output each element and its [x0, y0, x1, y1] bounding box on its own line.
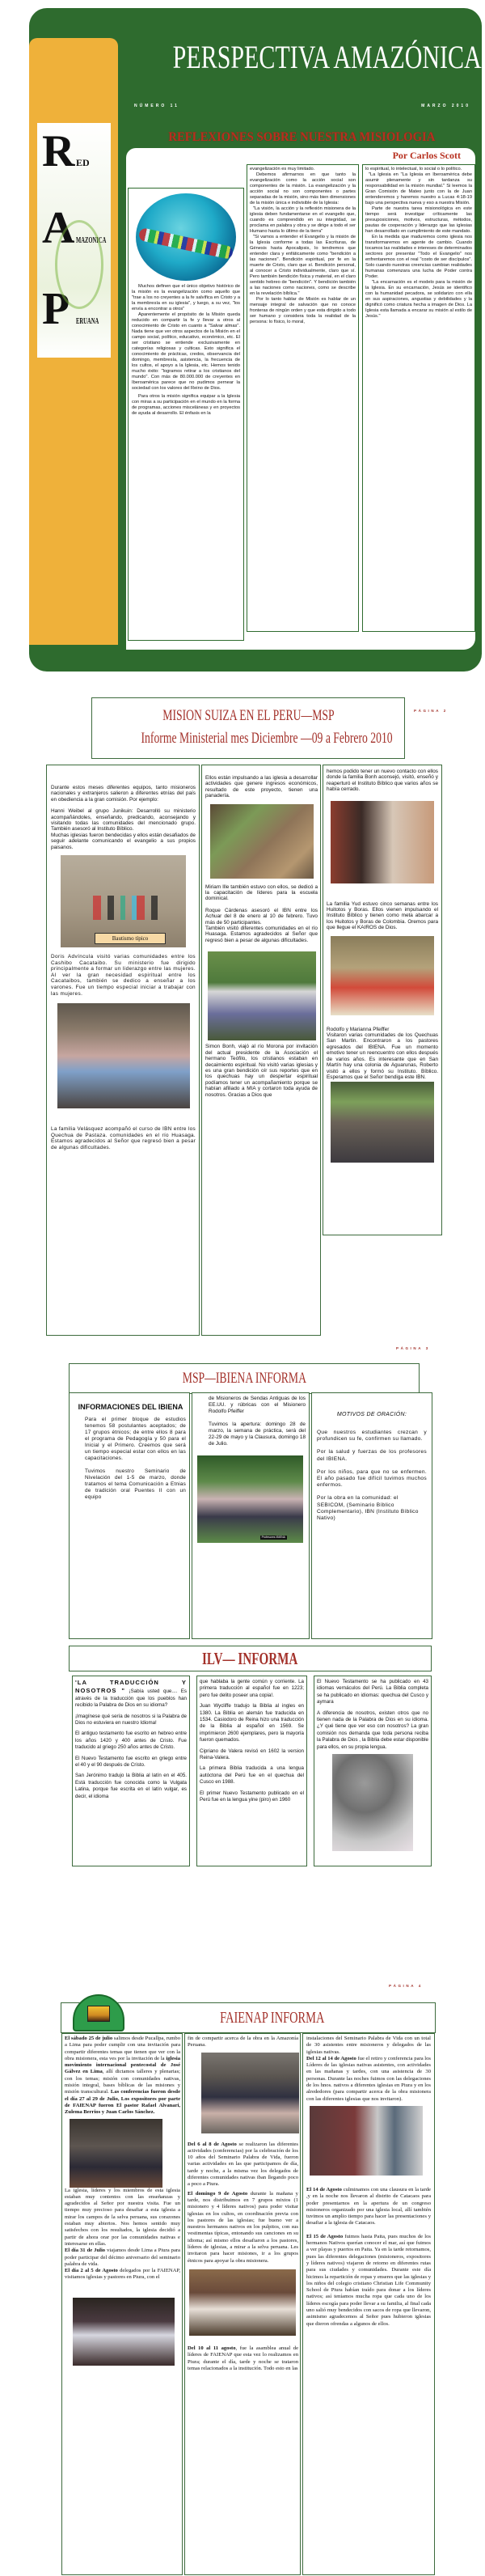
- bakery-oven-photo: [210, 804, 314, 879]
- paragraph: Durante estos meses diferentes equipos, tanto misioneros nacionales y extranjeros salieron a diferentes etnías del país en obediencia a la gran comisión. Por ejemplo:: [51, 785, 196, 803]
- masthead: PERSPECTIVA AMAZÓNICA: [172, 39, 482, 75]
- paragraph: , allí dictamos talleres y plenarias; con los temas; misión con comunidades nativas, misión integral, bases bíblicas de las misiones y misión transcultural.: [65, 2069, 180, 2095]
- paragraph: culminamos con una clausura en la tarde ,y en la noche nos llevaron al distrito de Catacaos para poder presentarnos en la apertura de un congreso misioneros organizado por una iglesia local, allí también tuvimos un amplio tiempo para hacer las presentaciones y desafiar a la iglesia de Catacaos.: [306, 2186, 431, 2226]
- ibiena-col2: [192, 1392, 310, 1639]
- bold-lead: El domingo 9 de Agosto: [188, 2190, 248, 2197]
- paragraph: Miriam Ille también estuvo con ellos, se dedicó a la capacitación de líderes para la escuela dominical.: [205, 883, 318, 902]
- article-col1: [128, 188, 244, 641]
- paragraph: Para el primer bloque de estudios tenemos 58 postulantes aceptados; de 17 grupos étnicos; de entre ellos 8 para el programa de Pedagogía y 50 para el Inicial y el Primero. Creemos que será un tiempo especial estar con ellos en las capacitaciones.: [85, 1417, 186, 1461]
- teachers-photo: [197, 1455, 303, 1543]
- logo-letter-r: R: [42, 126, 75, 176]
- paragraph: La familia Velásquez acompañó el curso de IBN entre los Quechua de Pastaza. comunidades en el río Huasaga. Estamos agradecidos al Señor que regresó bien a pesar de algunas dificultades.: [51, 1126, 196, 1150]
- faienap-col1: [61, 2033, 183, 2575]
- logo-word-eruana: ERUANA: [76, 317, 99, 326]
- paragraph: El primer Nuevo Testamento publicado en el Perú fue en la lengua yine (piro) en 1960: [200, 1790, 304, 1803]
- globe-flags-band: [138, 227, 234, 260]
- bold-lead: El 14 de Agosto: [306, 2186, 342, 2193]
- mother-children-photo: [332, 1754, 413, 1851]
- paragraph: Debemos afirmarnos en que tanto la evangelización como la acción social son componentes de la misión. La evangelización y la acción social no son componentes o partes separadas de la misión, sino más bien dimensiones de la misión única e indivisible de la Iglesia:: [250, 172, 356, 205]
- page-label: PÁGINA 3: [396, 1346, 430, 1350]
- paragraph: A diferencia de nosotros, existen otros que no tienen nada de la Palabra de Dios en su idioma. ¿Y qué tiene que ver eso con nosotros? La gran comisión nos demanda que toda persona reciba la Palabra de Dios , la Biblia debe estar disponible para ellos, en su propia lengua.: [317, 1710, 428, 1750]
- women-group-photo: [57, 1003, 190, 1108]
- paragraph: Muchos definen que el único objetivo histórico de la misión es la evangelización como aquello que "trae a los no creyentes a la fe salvífica en Cristo y a la membresía en su iglesia", y luego, a su vez, "los envía a encontrar a otros": [132, 284, 240, 311]
- bold-lead: Las conferencias fueron desde el día 27 al 29 de Julio, Los expositores por parte de FAIENAP fueron El pastor Rafael Alvanari, Zulema Berrios y Juan Carlos Sánchez.: [65, 2089, 180, 2116]
- ilv-col3: [314, 1676, 432, 1866]
- paragraph: Ellos están impulsando a las iglesia a desarrollar actividades que genere ingresos económicos, resultado de este proyecto, tienen una panadería.: [205, 775, 318, 799]
- paragraph: La iglesia, líderes y los miembros de esta iglesia estaban muy contentos con las enseñanzas y agradecidos al Señor por nuestra visita. Fue un tiempo muy precioso para desafiar a esta iglesia a mirar los campos de la selva peruana, sus corazones estaban muy abiertos. Nos hemos sentido muy satisfechos con los resultados, la iglesia decidió a partir de ahora orar por las comunidades nativas e interesarse en ellas.: [65, 2187, 180, 2247]
- paragraph: fin de compartir acerca de la obra en la Amazonía Peruana.: [188, 2036, 298, 2049]
- section-title: MSP—IBIENA INFORMA: [182, 1370, 306, 1387]
- four-people-photo: [208, 951, 316, 1040]
- meal-photo: [331, 1082, 434, 1163]
- baptism-photo: [61, 855, 186, 947]
- paragraph: La primera Biblia traducida a una lengua autóctona del Perú fue en el quechua del Cusco en 1988.: [200, 1765, 304, 1786]
- paragraph: Roque Cárdenas asesoró el IBN entre los Achuar del 8 de enero al 10 de febrero. Tuvo más de 50 participantes. También visitó diferentes comunidades en el río Huasaga. Estamos agradecidos al Señor que regresó bien a pesar de algunas dificultades.: [205, 907, 318, 943]
- paragraph: En la medida que maduremos como iglesia nos transformaremos en agente de cambio. Cuando tocamos las realidades e intereses de determinados sectores por presentar "Todo el Evangelio" nos enfrentaremos con el real "costo de ser discípulos". Solo cuando nuestras creencias cambian realidades humanas comenzara una lucha de Poder contra Poder.: [365, 235, 472, 279]
- prayer-item: Por los niños, para que no se enfermen. El año pasado fue difícil tuvimos muchos enfermos.: [317, 1468, 427, 1489]
- prayer-heading: MOTIVOS DE ORACIÓN:: [336, 1412, 407, 1417]
- bold-lead: El día 31 de Julio: [65, 2248, 106, 2254]
- paragraph: Rodolfo y Marianna Pfeiffer Visitaron varias comunidades de los Quechuas San Martin. Encontraron a los pastores egresados del IBIENA. Fue un momento emotivo tener un reencuentro con ellos después de varios años. Es interesante que en San Martín hay una colonia de Aguarunas, Roberto visitó a ellos y formó su Instituto. Bíblico. Esperamos que el Señor bendiga este IBN.: [327, 1026, 438, 1080]
- article-col3: [362, 164, 475, 632]
- paragraph: evangelización es muy limitado.: [250, 167, 315, 172]
- paragraph: Simon Bonh, viajó al río Morona por invitación del actual presidente de la Asociación el hermano Teófilo, los cristianos estaban en decaimiento espiritual. No visitó varias iglesias y es una gran bendición oír sus reportes que en los quechuas hay un despertar espiritual podíamos tener un acompañamiento porque se habían afiliado a MIA y cortaron toda ayuda de nosotros. Gracias a Dios que: [205, 1044, 318, 1098]
- paragraph: , fue la asamblea anual de líderes de FAIENAP que esta vez lo realizamos en Piura; durante el día, tarde y noche se trataron temas relacionados a la institución. Todo esto en las: [188, 2345, 298, 2371]
- faienap-logo-icon: [73, 1994, 124, 2032]
- paragraph: Para otros la misión significa equipar a la Iglesia con miras a su participación en el mundo en la forma de programas, acciones misceláneas y en proyectos de ayuda al desarrollo. El énfasis en la: [132, 394, 240, 416]
- paragraph: fuimos hasta Paita, pues muchos de los hermanos Nativos querían conocer el mar, así que fuimos a ver playas y puertos en Paita. Ya en la tarde retornamos, pues las diferentes delegaciones (misioneros, expositores y líderes nativos) viajaron de retorno en diferentes rutas para sus ciudades y comunidades. Durante este día hicimos la repartición de ropas y enseres que las iglesias y los niños del colegio cristiano Christian Life Community School de Piura habían traído para donar a los líderes nativos; así teníamos mucha ropa que cada uno de los líderes escogía para poder llevar a su familia, al final cada uno salió muy bendecidos con sacos de ropa que llevaron, asimismo agradecemos al Señor pues hubieron iglesias que dieron ofrendas a algunos de ellos.: [306, 2233, 431, 2327]
- worship-photo: [73, 2298, 175, 2366]
- rap-logo: [37, 123, 111, 358]
- faienap-col3: [302, 2033, 435, 2575]
- prayer-item: Por la salud y fuerzas de los profesores del IBIENA.: [317, 1449, 427, 1462]
- paragraph: delegados por la FAIENAP, visitamos iglesias y pastores en Piura, con el: [65, 2268, 180, 2281]
- ibiena-col1: [69, 1392, 190, 1639]
- paragraph: ¡Imagínese qué sería de nosotros si la Palabra de Dios no estuviera en nuestro Idioma!: [75, 1713, 187, 1727]
- seminar-celebration-photo: [201, 2053, 299, 2133]
- paragraph: lo espiritual, lo intelectual, lo social o lo político.: [365, 167, 462, 172]
- paragraph: instalaciones del Seminario Palabra de Vida con un total de 30 asistentes entre misioneros y delegados de las iglesias nativas.: [306, 2036, 431, 2055]
- page1-title: [121, 37, 482, 78]
- section-subtitle: Informe Ministerial mes Diciembre —09 a Febrero 2010: [141, 730, 393, 747]
- photo-caption: Profesores IBIENA: [261, 1536, 285, 1539]
- bold-lead: El sábado 25 de julio: [65, 2036, 113, 2041]
- bold-lead: Del 6 al 8 de Agosto: [188, 2141, 237, 2147]
- leader-speaking-photo: [310, 2106, 423, 2176]
- paragraph: salimos desde Pucallpa, rumbo a Lima para poder cumplir con una invitación para compartir diferentes temas que tienen que ver con la obra misionera, esta ves por la invitación de la: [65, 2036, 180, 2061]
- paragraph: El Nuevo Testamento fue escrito en griego entre el 40 y el 90 después de Cristo.: [75, 1755, 187, 1769]
- paragraph: que hablaba la gente común y corriente. La primera traducción al español fue en 1223; pero fue delito poseer una copia!.: [200, 1679, 304, 1698]
- paragraph: Cipriano de Valera revisó en 1602 la version Reina-Valera.: [200, 1748, 304, 1761]
- paragraph: Aparentemente el propósito de la Misión queda reducido en compartir la fe y llevar a otros al conocimiento de Cristo en cuanto a "Salvar almas". Nada tiene que ver otros aspectos de la Misión en el campo social, político, educativo, económico, etc. El ser cristiano se entiende exclusivamente en categorías religiosas y culticas. Esto significa el conocimiento de prácticas, credos, observancia del domingo, membresía, asistencia, la frecuencia de los cultos, el apoyo a la Iglesia, etc. Hemos tenido mucho éxito: "logramos retirar a los cristianos del mundo". Con más de 80.000.000 de creyentes en Iberoamérica parece que no pudimos pernear la sociedad con los valores del Reino de Dios.: [132, 312, 240, 391]
- paragraph: "La visión, la acción y la reflexión misionera de la iglesia deben fundamentarse en el evangelio que, cuando es comprendido en su integridad, se proclama en palabra y obra y se dirige a todo el ser Humano hasta lo último de la tierra": [250, 206, 356, 234]
- issue-date: MARZO 2010: [421, 104, 470, 108]
- page2-col1: [46, 765, 200, 1336]
- paragraph: durante la mañana y tarde, nos distribuimos en 7 grupos mixtos (1 misionero y 4 líderes nativos) para poder visitar iglesias en los cultos, en coordinación previa con los pastores de las iglesias; fue bueno ver a nuestros hermanos nativos en los pulpitos, con sus vestimentas típicas, entonando sus canciones en su idioma; así mismo ellos desafiaron a los pastores, líderes de iglesias, a mirar a la selva peruana. Les invitaron para hacer misiones, ir a los grupos étnicos para apoyar la obra misionera.: [188, 2190, 298, 2264]
- paragraph: El antiguo testamento fue escrito en hebreo entre los años 1420 y 400 antes de Cristo. Fue traducido al griego 250 años antes de Cristo.: [75, 1731, 187, 1751]
- prayer-item: Por la obra en la comunidad: el SEBICOM, (Seminario Bíblico Complementario), IBN (Instituto Bíblico Nativo): [317, 1495, 419, 1522]
- ilv-col1: [72, 1676, 190, 1866]
- logo-letter-a: A: [42, 203, 75, 253]
- paragraph: Doris Advíncula visitó varias comunidades entre los Cashibo Cacataibo. Su ministerio fue dirigido principalmente a formar un liderazgo entre las mujeres. Al ver la gran necesidad espiritual entre los Cacataibos, también se dedico a enseñar a los varones. Fue un tiempo especial iniciar a trabajar con las mujeres.: [51, 954, 196, 997]
- logo-word-amazonica: MAZONICA: [76, 236, 107, 245]
- ilv-col2: [196, 1676, 307, 1866]
- page2-col3: [323, 765, 442, 1235]
- section-title: FAIENAP INFORMA: [220, 2009, 325, 2027]
- page3-title-box: [69, 1363, 420, 1394]
- page2-col2: [201, 765, 321, 1336]
- native-pastors-photo: [189, 2269, 296, 2336]
- paragraph: Tuvimos nuestro Seminario de Nivelación del 1-5 de marzo, donde tratamos el tema Comunicación a Etnias de tradición oral Puentes II con un equipo: [85, 1468, 186, 1500]
- section-title: ILV— INFORMA: [202, 1649, 298, 1668]
- paragraph: viajamos desde Lima a Piura para poder participar del décimo aniversario del seminario palabra de vida.: [65, 2248, 180, 2267]
- section-title: MISION SUIZA EN EL PERU—MSP: [162, 707, 335, 724]
- paragraph: "Si vamos a entender el Evangelio y la misión de la Iglesia conforme a todas las Escrituras, de Génesis hasta Apocalipsis, lo tendremos que entender clara y enfáticamente como "bendición a las naciones". Bendición espiritual, por fe en la muerte de Cristo, claro que sí. Bendición personal, al conocer a Cristo individualmente, claro que sí. Pero también bendición física y material, en el claro sentido hebreo de "bendición". Y bendición también a las naciones como naciones, como se describe en la revelación bíblica.": [250, 235, 356, 296]
- ilv-heading: 'LA TRADUCCIÓN Y NOSOTROS ": [75, 1679, 187, 1695]
- ibiena-col3: [311, 1392, 432, 1639]
- prayer-item: Que nuestros estudiantes crezcan y profundicen su fe, confirmen su llamado.: [317, 1430, 427, 1443]
- conference-audience-photo: [70, 2119, 162, 2188]
- paragraph: Por lo tanto hablar de Misión es hablar de un mensaje integral de salvación que no conoce fronteras de ningún orden y que esta dirigido a todo ser humano y considera toda la realidad de la persona: lo físico, lo moral,: [250, 297, 356, 324]
- page-label: PÁGINA 2: [414, 709, 448, 713]
- paragraph: San Jerónimo tradujo la Biblia al latín en el 405. Está traducción fue conocida como la Vulgata Latina, porque fue escrita en el latín vulgar, es decir, el idioma: [75, 1773, 187, 1799]
- logo-word-ed: ED: [76, 157, 90, 168]
- page-label: PÁGINA 4: [389, 1984, 423, 1988]
- paragraph: Tuvimos la apertura: domingo 28 de marzo, la semana de práctica, será del 22-29 de mayo y la Clausura, domingo 18 de Julio.: [209, 1421, 306, 1447]
- photo-caption: Bautismo típico: [95, 933, 166, 944]
- paragraph: de Misioneros de Sendas Antiguas de los EE.UU. y rúbricas con el Misionero Rodolfo Pfeiffer: [209, 1396, 306, 1414]
- issue-number: NÚMERO 11: [134, 104, 179, 108]
- article-col2: [247, 164, 359, 632]
- paragraph: Hanni Weibel al grupo Junikuin: Desarrolló su ministerio acompañándoles, enseñando, predicando, aconsejando y visitando todas las comunidades del mencionado grupo. También asesoró al Instituto Bíblico. Muchas iglesias fueron bendecidas y ellos están desafiados de seguir adelante comunicando el evangelio a sus propios paisanos.: [51, 808, 196, 850]
- info-heading: INFORMACIONES DEL IBIENA: [78, 1403, 183, 1411]
- bold-lead: Del 10 al 11 agosto: [188, 2345, 236, 2351]
- headline: [128, 129, 475, 146]
- paragraph: "La Iglesia en "La Iglesia en Iberoamérica debe asumir plenamente y sin tardanza su responsabilidad en la misión mundial." Si leemos la Gran Comisión de Mateo junto con la de Juan entenderemos y haremos nuestro a Lucas 4:18-19 bajo una perspectiva nueva y eso a nuestra Misión.: [365, 172, 472, 205]
- family-photo: [331, 801, 434, 883]
- bold-lead: El 15 de Agosto: [306, 2233, 344, 2239]
- paragraph: "La encarnación es el modelo para la misión de la Iglesia. En su encarnación, Jesús se identifico con la humanidad pecadora, se solidarizo con ella en sus aspiraciones, angustias y debilidades y la dignificó como criatura hecha a imagen de Dios. La Iglesia esta llamada a encarar su misión al estilo de Jesús.": [365, 280, 472, 319]
- page2-title-box: [91, 697, 405, 759]
- paragraph: El Nuevo Testamento se ha publicado en 43 idiomas vernáculos del Perú. La Biblia completa se ha publicado en idiomas: quechua del Cusco y aymara: [317, 1679, 428, 1705]
- globe-image: [136, 193, 236, 281]
- byline: Por Carlos Scott: [392, 150, 461, 161]
- logo-letter-p: P: [42, 284, 70, 334]
- paragraph: La familia Yud estuvo cinco semanas entre los Huitotos y Boras. Ellos vienen impulsando el Instituto Bíblico y tienen como meta abarcar a los Huitotos y Boras de Colombia. Oremos para que llegue el KAIROS de Dios.: [327, 900, 438, 931]
- paragraph: Parte de nuestra tarea misionológica en este tiempo será investigar críticamente las presuposiciones, motivos, estructuras, métodos, pautas de cooperación y liderazgo que las iglesias han desarrollado en cumplimiento de este mandato.: [365, 206, 472, 234]
- paragraph: Juan Wycliffe tradujo la Biblia al ingles en 1380. La Biblia en alemán fue traducida en 1534. Casiodoro de Reina hizo una traducción de la Biblia al español en 1569. Se imprimieron 2600 ejemplares, pero la mayoría fueron quemados.: [200, 1703, 304, 1743]
- bold-lead: iglesia movimiento internacional pentecostal de José Gálvez en Lima: [65, 2055, 180, 2075]
- paragraph: fue el retiro y conferencia para los Líderes de las iglesias nativas asistentes, con actividades en las mañanas y tardes, con una asistencia de 30 personas. Durante las noches fuimos con las delegaciones de los hnos. nativos a diferentes iglesias en Piura y en los alrededores (para compartir acerca de la obra misionera con las diferentes iglesias que nos invitaron).: [306, 2055, 431, 2102]
- bold-lead: Del 12 al 14 de Agosto: [306, 2055, 356, 2061]
- paragraph: ¡Sabía usted que.... Es através de la traducción que los pueblos han recibido la Palabra de Dios en su idioma?: [75, 1688, 187, 1709]
- faienap-col2: [184, 2033, 301, 2575]
- paragraph: hemos podido tener un nuevo contacto con ellos donde la familia Bonh aconsejó, visitó, enseñó y reaperturó el Instituto Bíblico que varios años se había cerrado.: [327, 769, 438, 793]
- cassava-photo: [331, 936, 434, 1015]
- ilv-title-box: [69, 1646, 432, 1671]
- paragraph: se realizaron las diferentes actividades (conferencias) por la celebración de los 10 años del Seminario Palabra de Vida, fueron varias actividades en las que participamos de día, tarde y noche, a la misma vez los delegados de diferentes comunidades nativas iban llegando poco a poco a Piura.: [188, 2141, 298, 2188]
- leaf-decoration-icon: [55, 220, 103, 309]
- headline-text: REFLEXIONES SOBRE NUESTRA MISIOLOGIA: [167, 130, 436, 144]
- bold-lead: El día 2 al 5 de Agosto: [65, 2268, 118, 2274]
